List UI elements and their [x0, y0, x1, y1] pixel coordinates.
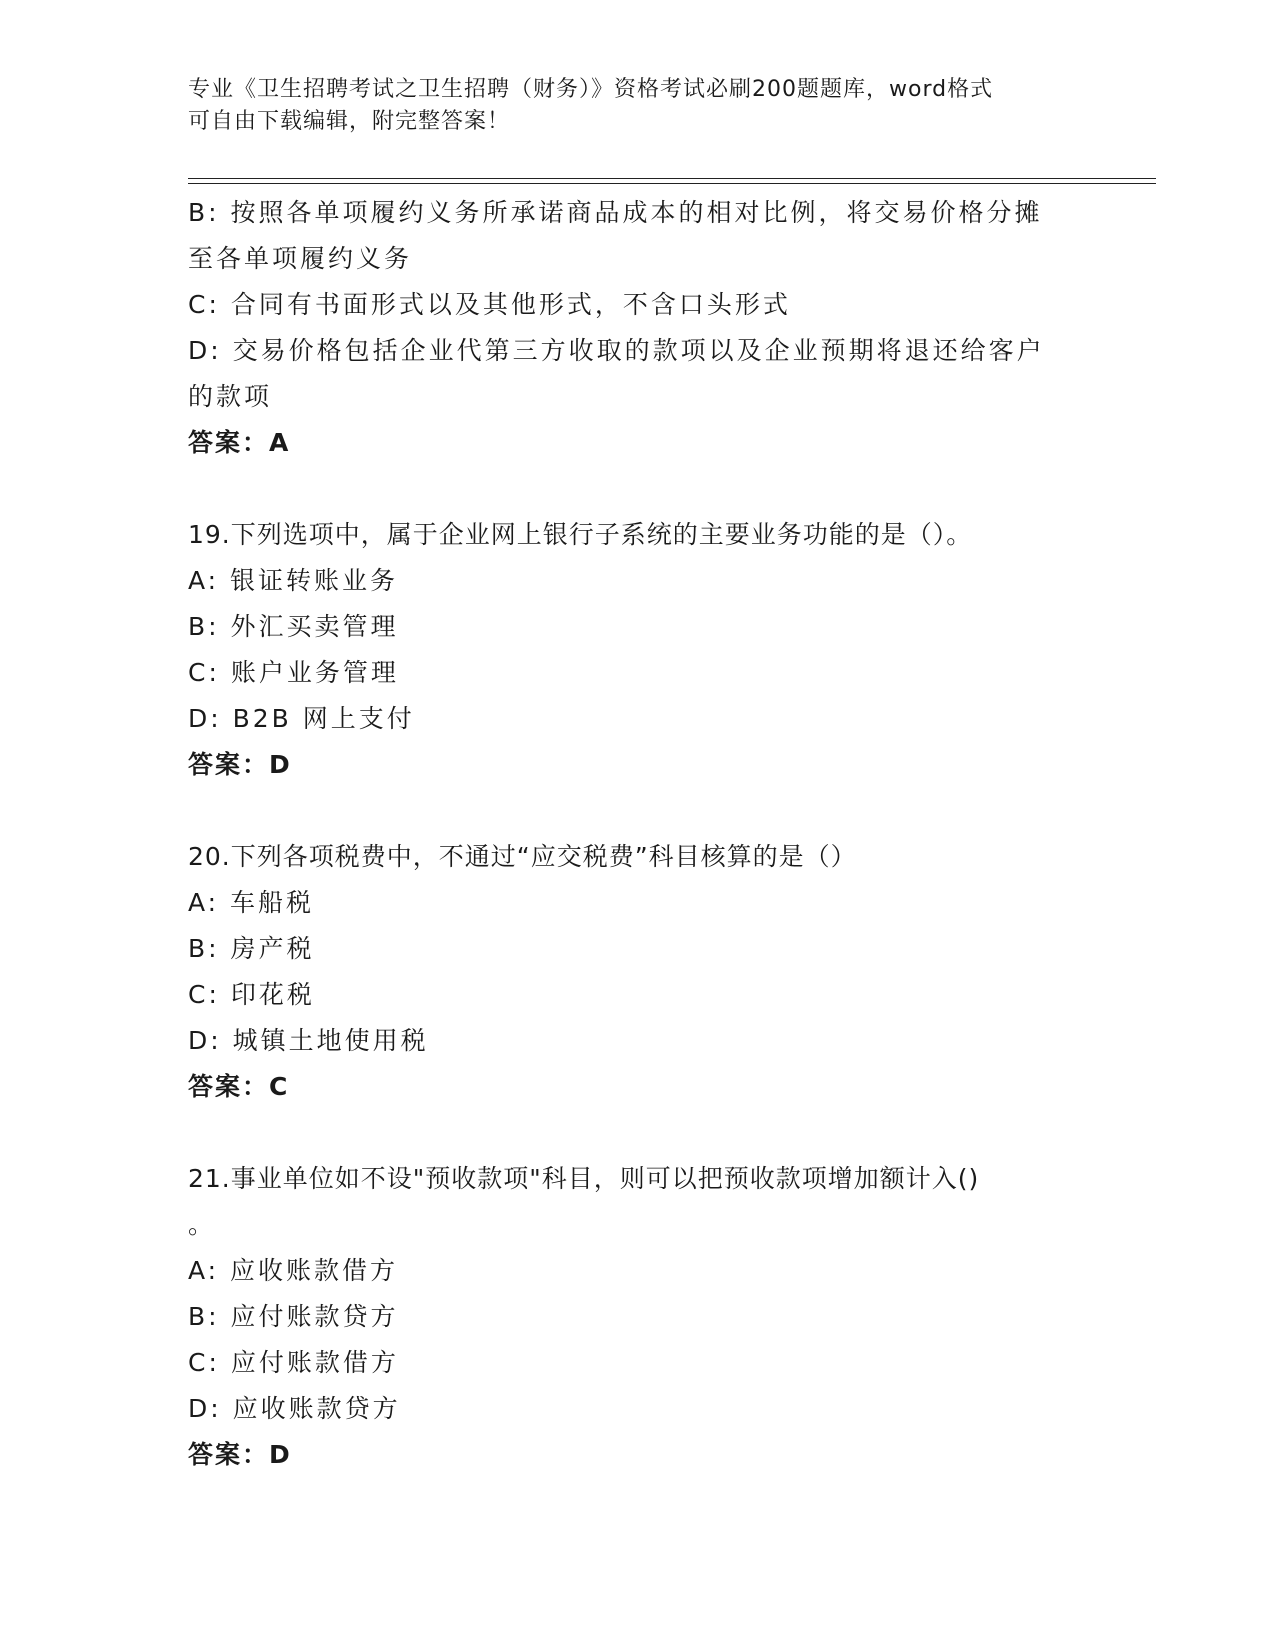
option-d: D: 城镇土地使用税 [188, 1026, 429, 1055]
spacer [188, 466, 1088, 512]
question-stem: 19.下列选项中，属于企业网上银行子系统的主要业务功能的是（）。 [188, 520, 973, 549]
option-c: C: 账户业务管理 [188, 658, 399, 687]
spacer [188, 788, 1088, 834]
option-d: D: 交易价格包括企业代第三方收取的款项以及企业预期将退还给客户 [188, 336, 1045, 365]
option-b: B: 房产税 [188, 934, 315, 963]
answer-label: 答案：A [188, 428, 291, 457]
option-c: C: 应付账款借方 [188, 1348, 399, 1377]
option-d-continued: 的款项 [188, 382, 273, 411]
question-block-21 [188, 1156, 1088, 1478]
question-stem: 21.事业单位如不设"预收款项"科目，则可以把预收款项增加额计入() [188, 1164, 980, 1193]
header-divider-bottom [188, 183, 1156, 184]
answer-label: 答案：C [188, 1072, 290, 1101]
option-b: B: 外汇买卖管理 [188, 612, 399, 641]
document-header [188, 74, 1088, 138]
option-d: D: 应收账款贷方 [188, 1394, 401, 1423]
option-d: D: B2B 网上支付 [188, 704, 415, 733]
header-divider-top [188, 178, 1156, 179]
option-c: C: 合同有书面形式以及其他形式，不含口头形式 [188, 290, 791, 319]
question-stem-continued: 。 [188, 1210, 217, 1239]
question-stem: 20.下列各项税费中，不通过“应交税费”科目核算的是（） [188, 842, 857, 871]
option-a: A: 应收账款借方 [188, 1256, 399, 1285]
question-block-19 [188, 512, 1088, 788]
option-b: B: 应付账款贷方 [188, 1302, 399, 1331]
spacer [188, 1110, 1088, 1156]
option-c: C: 印花税 [188, 980, 315, 1009]
option-b: B: 按照各单项履约义务所承诺商品成本的相对比例，将交易价格分摊 [188, 198, 1043, 227]
header-title-line-1: 专业《卫生招聘考试之卫生招聘（财务）》资格考试必刷200题题库，word格式 [188, 77, 994, 102]
answer-label: 答案：D [188, 750, 292, 779]
question-block-18 [188, 190, 1088, 466]
question-block-20 [188, 834, 1088, 1110]
question-list [188, 190, 1088, 1478]
answer-label: 答案：D [188, 1440, 292, 1469]
option-a: A: 车船税 [188, 888, 315, 917]
option-b-continued: 至各单项履约义务 [188, 244, 413, 273]
header-title-line-2: 可自由下载编辑，附完整答案！ [188, 109, 511, 134]
option-a: A: 银证转账业务 [188, 566, 399, 595]
